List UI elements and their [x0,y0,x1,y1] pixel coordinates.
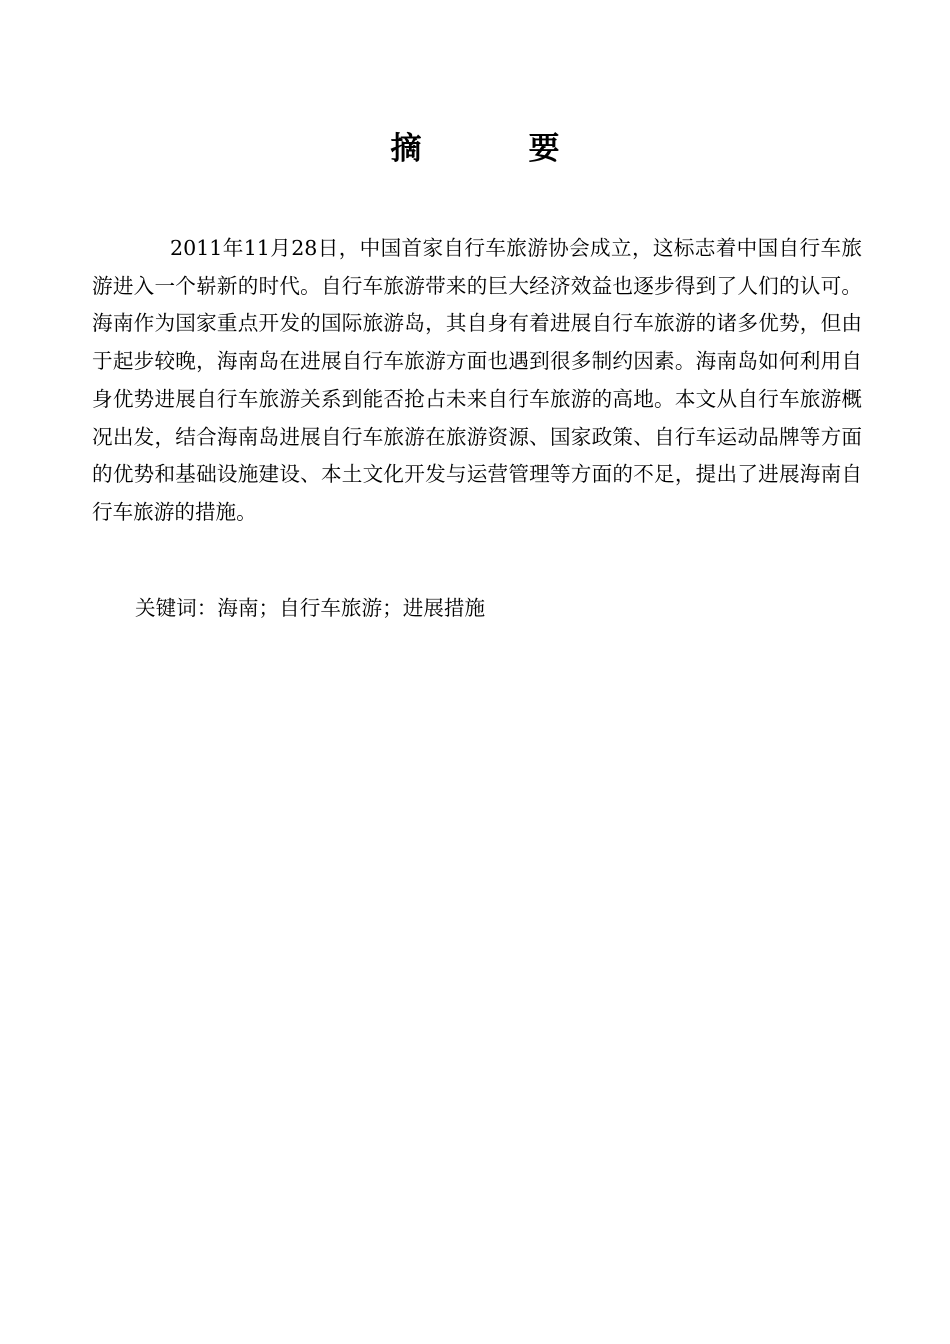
page-title: 摘 要 [390,131,598,167]
keywords-value: 海南；自行车旅游；进展措施 [217,596,486,620]
keywords-line [135,590,855,627]
keywords-label: 关键词： [135,596,218,620]
abstract-paragraph: 2011年11月28日，中国首家自行车旅游协会成立，这标志着中国自行车旅游进入一个崭新的时代。自行车旅游带来的巨大经济效益也逐步得到了人们的认可。海南作为国家重点开发的国际旅游岛，其自身有着进展自行车旅游的诸多优势，但由于起步较晚，海南岛在进展自行车旅游方面也遇到很多制约因素。海南岛如何利用自身优势进展自行车旅游关系到能否抢占未来自行车旅游的高地。本文从自行车旅游概况出发，结合海南岛进展自行车旅游在旅游资源、国家政策、自行车运动品牌等方面的优势和基础设施建设、本土文化开发与运营管理等方面的不足，提出了进展海南自行车旅游的措施。 [92,236,862,524]
